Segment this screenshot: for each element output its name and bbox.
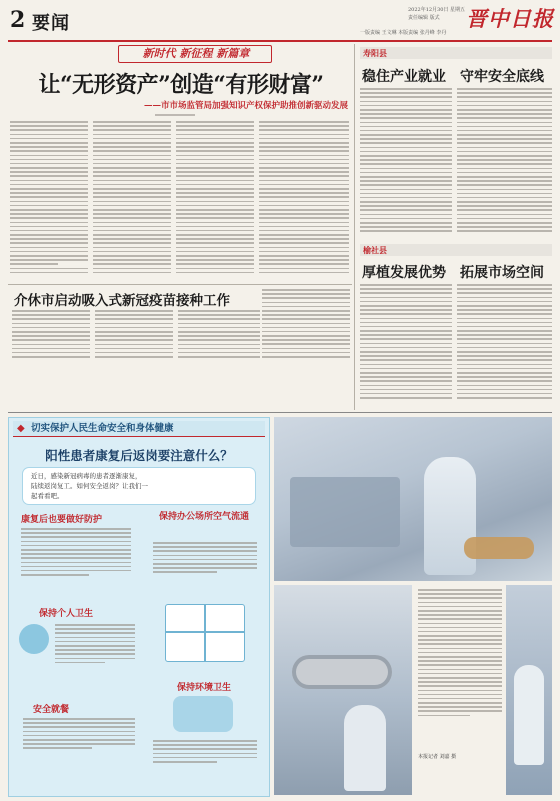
photo-caption-box [414, 585, 552, 795]
health-intro-line-2: 陆续返岗复工。如何安全返岗？让我们一 [31, 482, 148, 490]
health-question: 阳性患者康复后返岗要注意什么？ [45, 448, 233, 463]
lead-bottom-rule [8, 284, 352, 285]
lead-subhead: ——市市场监管局加强知识产权保护助推创新驱动发展 [143, 101, 348, 111]
section-environment [145, 680, 263, 792]
date-line: 2022年12月30日 星期五 [408, 7, 466, 13]
shouyang-body-col-1 [360, 88, 452, 238]
vaccine-body-top-right [262, 289, 350, 361]
section-ventilation-title: 保持办公场所空气流通 [158, 512, 249, 522]
section-hygiene [17, 606, 139, 698]
page-number: 2 [10, 7, 26, 33]
right-column-divider [354, 44, 355, 410]
yushe-body-col-1 [360, 284, 452, 408]
section-meal [17, 702, 139, 792]
photo-author: 本报记者 刘嘉 摄 [418, 754, 457, 760]
yushe-tag-label: 榆社县 [363, 245, 387, 255]
vaccine-body-left [12, 310, 90, 362]
section-hygiene-body [55, 624, 135, 694]
yushe-body-col-2 [457, 284, 552, 408]
health-intro-line-3: 起看看吧。 [31, 492, 64, 500]
machine-panel [290, 477, 400, 547]
yushe-tag [360, 244, 552, 256]
photo-caption-text [418, 589, 502, 749]
shouyang-headline-left: 稳住产业就业 [362, 69, 446, 85]
lead-body-col-1 [10, 121, 88, 281]
yushe-headline-left: 厚植发展优势 [362, 265, 446, 281]
masthead [0, 0, 560, 44]
paper-name: 晋中日报 [466, 6, 554, 31]
section-meal-title: 安全就餐 [33, 705, 70, 715]
section-ventilation-body [153, 542, 257, 598]
section-recovery-title: 康复后也要做好防护 [21, 515, 103, 525]
copper-roll [464, 537, 534, 559]
section-environment-body [153, 740, 257, 786]
lead-body-col-3 [176, 121, 254, 281]
handwash-icon [19, 624, 49, 654]
health-banner [13, 421, 265, 437]
page-section-title: 要闻 [32, 13, 70, 34]
cleanroom-photo-bottom-right [506, 585, 552, 795]
yushe-headline-right: 拓展市场空间 [460, 265, 544, 281]
section-ventilation [145, 512, 263, 672]
staff-line: 一版责编 王文琳 本版责编 张丹峰 李丹 [360, 30, 447, 36]
cleaning-illustration [173, 696, 233, 732]
cleanroom-photo-top [274, 417, 552, 581]
section-recovery-body [21, 528, 131, 594]
issue-line: 责任编辑 版式 [408, 15, 440, 21]
window-illustration [165, 604, 245, 662]
shouyang-body-col-2 [457, 88, 552, 238]
vaccine-headline: 介休市启动吸入式新冠疫苗接种工作 [14, 293, 230, 309]
section-environment-title: 保持环境卫生 [176, 683, 231, 693]
vaccine-body-mid [95, 310, 173, 362]
shield-icon: ◆ [17, 423, 25, 434]
worker-figure-2 [344, 705, 386, 791]
lead-body-col-2 [93, 121, 171, 281]
health-intro [23, 468, 255, 504]
section-recovery [17, 512, 139, 600]
section-meal-body [23, 718, 135, 774]
shouyang-tag [360, 47, 552, 59]
vaccine-body-right [178, 310, 260, 362]
health-intro-line-1: 近日，感染新冠病毒的患者逐渐康复， [31, 472, 142, 480]
shouyang-tag-label: 寿阳县 [363, 48, 387, 58]
lead-banner [118, 45, 272, 63]
lead-byline-placeholder [155, 114, 195, 116]
lead-banner-text: 新时代 新征程 新篇章 [142, 47, 250, 60]
health-banner-text: 切实保护人民生命安全和身体健康 [31, 423, 174, 434]
section-hygiene-title: 保持个人卫生 [39, 609, 94, 619]
shouyang-headline-right: 守牢安全底线 [460, 69, 544, 85]
lead-body-col-4 [259, 121, 349, 281]
mid-page-rule [8, 412, 552, 413]
cleanroom-photo-bottom-left [274, 585, 412, 795]
lead-headline: 让“无形资产”创造“有形财富” [38, 72, 324, 98]
health-infographic [8, 417, 270, 797]
masthead-rule [8, 40, 552, 42]
film-roll [292, 655, 392, 689]
worker-figure-3 [514, 665, 544, 765]
